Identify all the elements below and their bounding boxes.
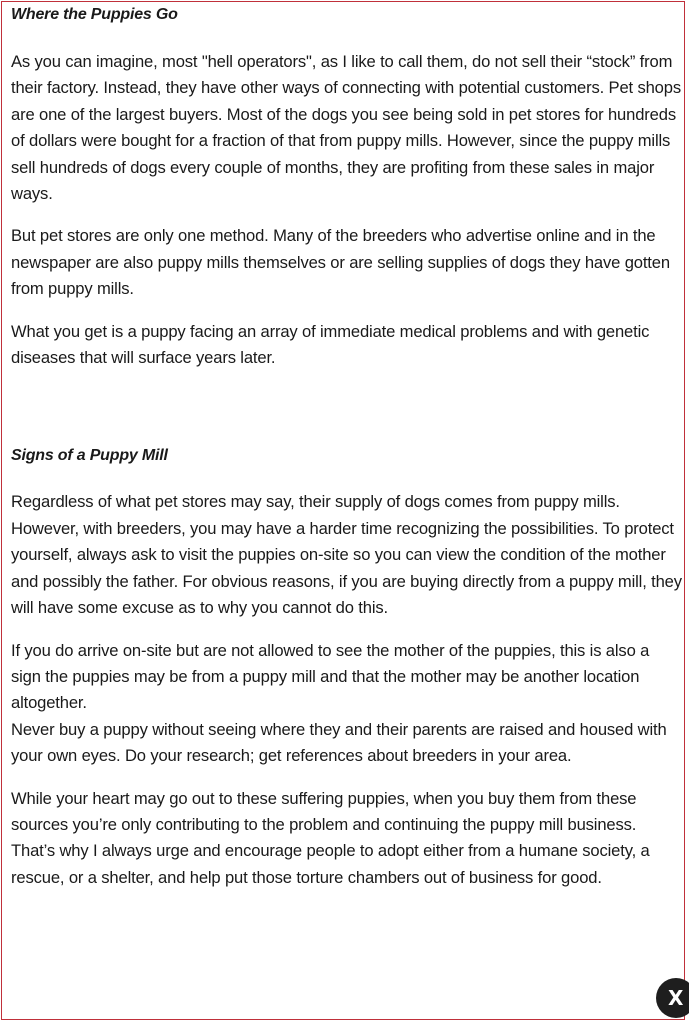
section-heading-where-puppies-go: Where the Puppies Go — [11, 6, 178, 23]
paragraph: But pet stores are only one method. Many of the breeders who advertise online and in the newspaper are also puppy mills themselves or are selling supplies of dogs they have gotten from puppy mills. — [11, 226, 670, 299]
paragraph: Regardless of what pet stores may say, their supply of dogs comes from puppy mills. However, with breeders, you may have a harder time recognizing the possibilities. To protect yourself, always ask to visit the puppies on-site so you can view the condition of the mother and possibly the father. For obvious reasons, if you are buying directly from a puppy mill, they will have some excuse as to why you cannot do this. — [11, 492, 682, 618]
paragraph: As you can imagine, most "hell operators", as I like to call them, do not sell their “stock” from their factory. Instead, they have other ways of connecting with potential customers. Pet shops are one of the largest buyers. Most of the dogs you see being sold in pet stores for hundreds of dollars were bought for a fraction of that from puppy mills. However, since the puppy mills sell hundreds of dogs every couple of months, they are profiting from these sales in major ways. — [11, 52, 681, 204]
paragraph: If you do arrive on-site but are not allowed to see the mother of the puppies, this is also a sign the puppies may be from a puppy mill and that the mother may be another location altogether. — [11, 640, 650, 713]
close-button[interactable] — [656, 978, 689, 1018]
paragraph: While your heart may go out to these suffering puppies, when you buy them from these sources you’re only contributing to the problem and continuing the puppy mill business. That’s why I always urge and encourage people to adopt either from a humane society, a rescue, or a shelter, and help put those torture chambers out of business for good. — [11, 788, 650, 887]
paragraph: What you get is a puppy facing an array of immediate medical problems and with genetic diseases that will surface years later. — [11, 321, 650, 368]
section-heading-signs-of-puppy-mill: Signs of a Puppy Mill — [11, 447, 168, 465]
close-icon: X — [668, 986, 684, 1010]
article-content — [11, 4, 683, 891]
paragraph: Never buy a puppy without seeing where they and their parents are raised and housed with your own eyes. Do your research; get references about breeders in your area. — [11, 719, 667, 766]
